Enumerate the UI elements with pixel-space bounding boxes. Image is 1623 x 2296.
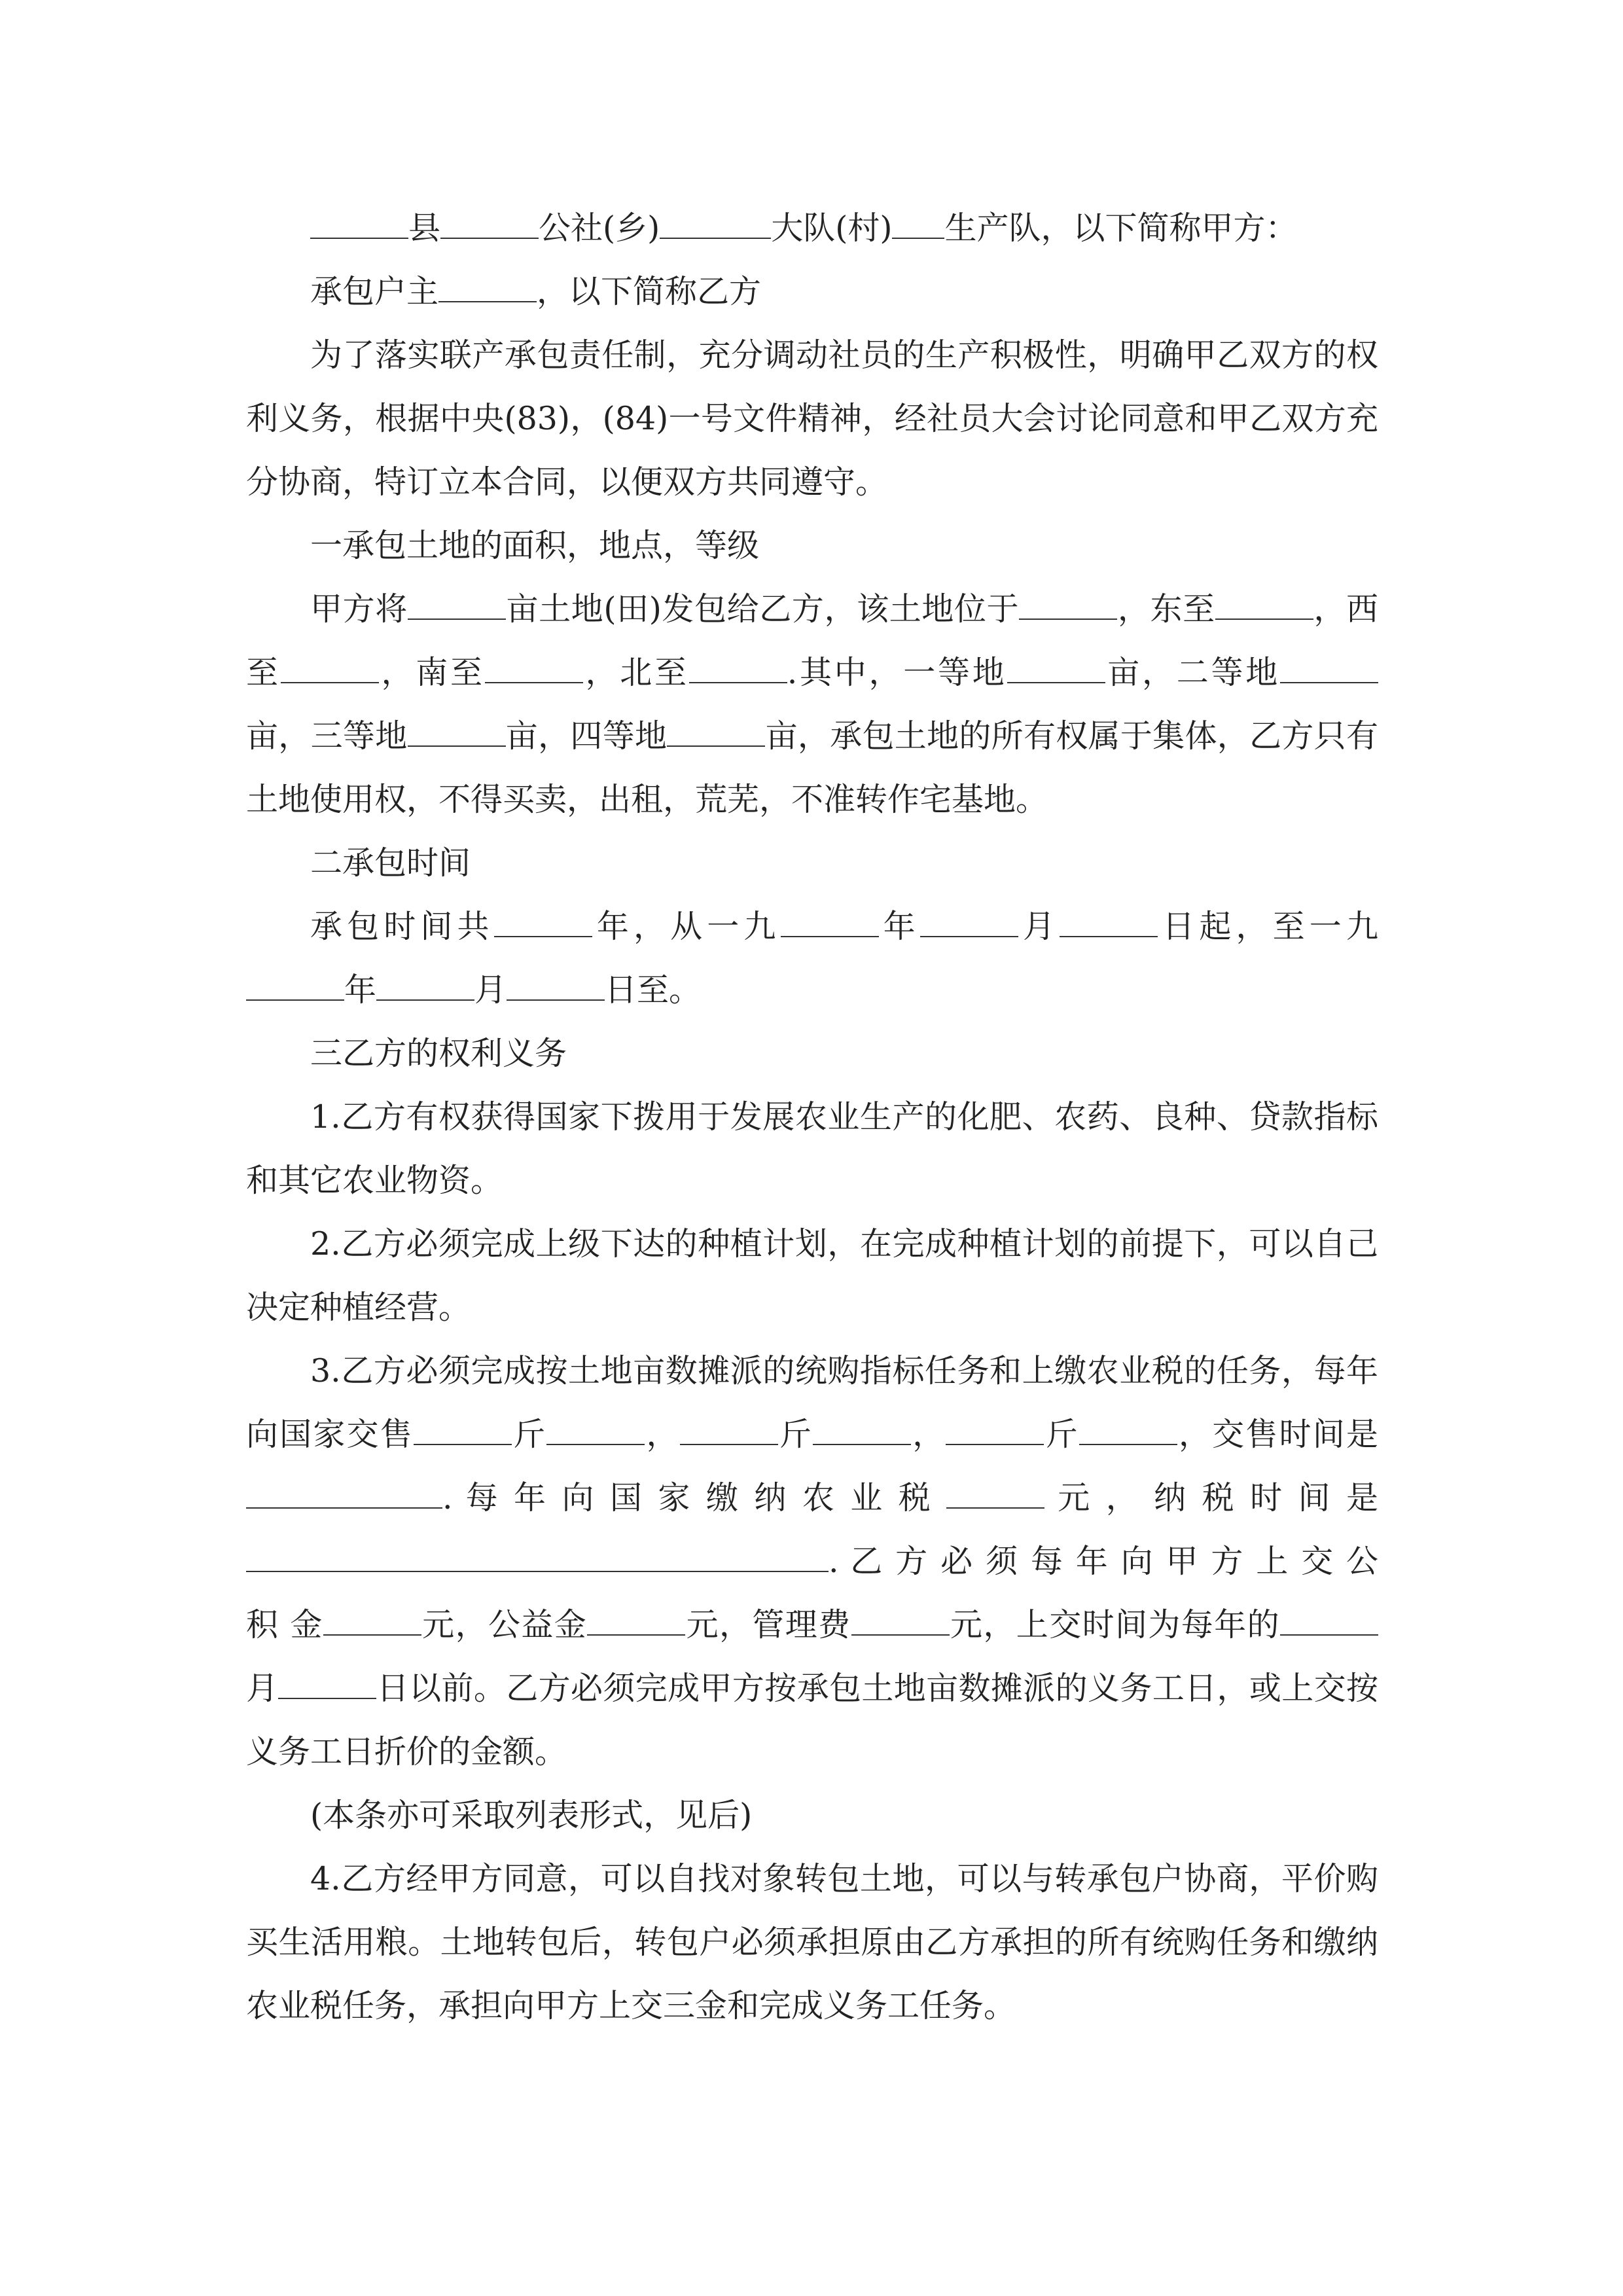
intro-paragraph: 为了落实联产承包责任制，充分调动社员的生产积极性，明确甲乙双方的权利义务，根据中央(83)，(84)一号文件精神，经社员大会讨论同意和甲乙双方充分协商，特订立本合同，以便双方共同遵守。 [246,336,1378,501]
sale-item3-blank[interactable] [1079,1406,1177,1445]
east-boundary-blank[interactable] [1215,581,1313,620]
contract-body [246,196,1378,2037]
s1-text-7: .其中，一等地 [787,654,1007,691]
s1-text-9: 亩，三等地 [246,717,408,755]
land-location-blank[interactable] [1019,581,1117,620]
grade3-area-blank[interactable] [408,708,506,747]
s3i3-text-7: ，交售时间是 [1177,1416,1378,1453]
section3-item4: 4.乙方经甲方同意，可以自找对象转包土地，可以与转承包户协商，平价购买生活用粮。土地转包后，转包户必须承担原由乙方承担的所有统购任务和缴纳农业税任务，承担向甲方上交三金和完成义务工任务。 [246,1860,1378,2024]
s3i3-text-3: ， [645,1416,680,1453]
grade2-area-blank[interactable] [1280,644,1378,683]
sale-amount3-blank[interactable] [946,1406,1044,1445]
s3i3-text-1: 3.乙方必须完成按土地亩数摊派的统购指标任务和上缴农业税的任务，每年向国家交售 [246,1352,1378,1453]
end-year-blank[interactable] [246,961,344,1001]
end-month-blank[interactable] [376,961,474,1001]
party-b-suffix: ，以下简称乙方 [537,273,762,310]
accumulation-fund-blank[interactable] [323,1596,421,1636]
party-b-line [246,260,1378,323]
term-years-blank[interactable] [494,898,592,937]
land-area-blank[interactable] [408,581,506,620]
s1-text-3: ，东至 [1117,590,1215,628]
sale-item1-blank[interactable] [546,1406,645,1445]
management-fee-blank[interactable] [851,1596,950,1636]
grade1-area-blank[interactable] [1007,644,1105,683]
county-label: 县 [408,209,441,247]
west-boundary-blank[interactable] [281,644,379,683]
sale-amount2-blank[interactable] [680,1406,778,1445]
section3-title: 三乙方的权利义务 [310,1035,567,1072]
sale-item2-blank[interactable] [813,1406,911,1445]
s1-text-4: ，西至 [246,590,1378,691]
section3-note: (本条亦可采取列表形式，见后) [310,1797,753,1834]
s2-text-7: 月 [474,971,507,1009]
start-month-blank[interactable] [920,898,1018,937]
commune-blank[interactable] [440,200,539,239]
s3i3-text-13: 元，上交时间为每年的 [949,1606,1280,1643]
s3i3-text-4: 斤 [777,1416,813,1453]
s3i3-text-9: 元 ， 纳 税 时 间 是 [1058,1479,1379,1516]
s2-text-3: 年 [878,908,920,945]
start-day-blank[interactable] [1060,898,1158,937]
s2-text-1: 承包时间共 [310,908,494,945]
s3i3-text-5: ， [911,1416,946,1453]
s1-text-11: 亩，承包土地的所有权属于集体，乙方只有土地使用权，不得买卖，出租，荒芜，不准转作宅基地。 [246,717,1378,818]
section3-item1: 1.乙方有权获得国家下拨用于发展农业生产的化肥、农药、良种、贷款指标和其它农业物资。 [246,1098,1378,1199]
party-b-name-blank[interactable] [438,263,537,302]
payment-month-blank[interactable] [1280,1596,1378,1636]
s2-text-6: 年 [344,971,377,1009]
north-boundary-blank[interactable] [689,644,787,683]
header-line [246,196,1378,260]
section2-title: 二承包时间 [310,844,471,882]
s3i3-text-14: 月 [246,1670,279,1707]
s1-text-1: 甲方将 [310,590,408,628]
s3i3-text-12: 元，管理费 [685,1606,851,1643]
grade4-area-blank[interactable] [667,708,765,747]
s2-text-2: 年，从一九 [592,908,781,945]
s3i3-text-8: . 每 年 向 国 家 缴 纳 农 业 税 [442,1479,934,1516]
s1-text-2: 亩土地(田)发包给乙方，该土地位于 [505,590,1020,628]
s1-text-8: 亩，二等地 [1105,654,1280,691]
start-year-blank[interactable] [781,898,879,937]
county-blank[interactable] [310,200,408,239]
s3i3-text-11: 元，公益金 [421,1606,588,1643]
team-label: 生产队，以下简称甲方： [944,209,1298,247]
s3i3-text-6: 斤 [1044,1416,1079,1453]
section3-item2: 2.乙方必须完成上级下达的种植计划，在完成种植计划的前提下，可以自己决定种植经营。 [246,1225,1378,1326]
s2-text-5: 日起，至一九 [1158,908,1378,945]
team-blank[interactable] [892,200,944,239]
s2-text-8: 日至。 [605,971,702,1009]
section2-paragraph [246,895,1378,1022]
welfare-fund-blank[interactable] [587,1596,685,1636]
agri-tax-amount-blank[interactable] [946,1469,1044,1509]
section1-title: 一承包土地的面积，地点，等级 [310,527,760,564]
payment-day-blank[interactable] [278,1660,376,1699]
brigade-blank[interactable] [660,200,771,239]
sale-amount1-blank[interactable] [414,1406,512,1445]
commune-label: 公社(乡) [539,209,660,247]
s1-text-5: ，南至 [378,654,485,691]
s3i3-text-15: 日以前。乙方必须完成甲方按承包土地亩数摊派的义务工日，或上交按义务工日折价的金额。 [246,1670,1378,1770]
south-boundary-blank[interactable] [485,644,583,683]
tax-time-blank[interactable] [246,1533,829,1572]
section1-paragraph [246,577,1378,831]
s2-text-4: 月 [1018,908,1060,945]
s1-text-10: 亩，四等地 [505,717,668,755]
s1-text-6: ，北至 [582,654,689,691]
section3-item3 [246,1339,1378,1784]
end-day-blank[interactable] [507,961,605,1001]
brigade-label: 大队(村) [771,209,893,247]
sale-time-blank[interactable] [246,1469,442,1509]
s3i3-text-10: . 乙 方 必 须 每 年 向 甲 方 上 交 公 积 金 [246,1543,1378,1643]
s3i3-text-2: 斤 [511,1416,547,1453]
party-b-prefix: 承包户主 [310,273,439,310]
